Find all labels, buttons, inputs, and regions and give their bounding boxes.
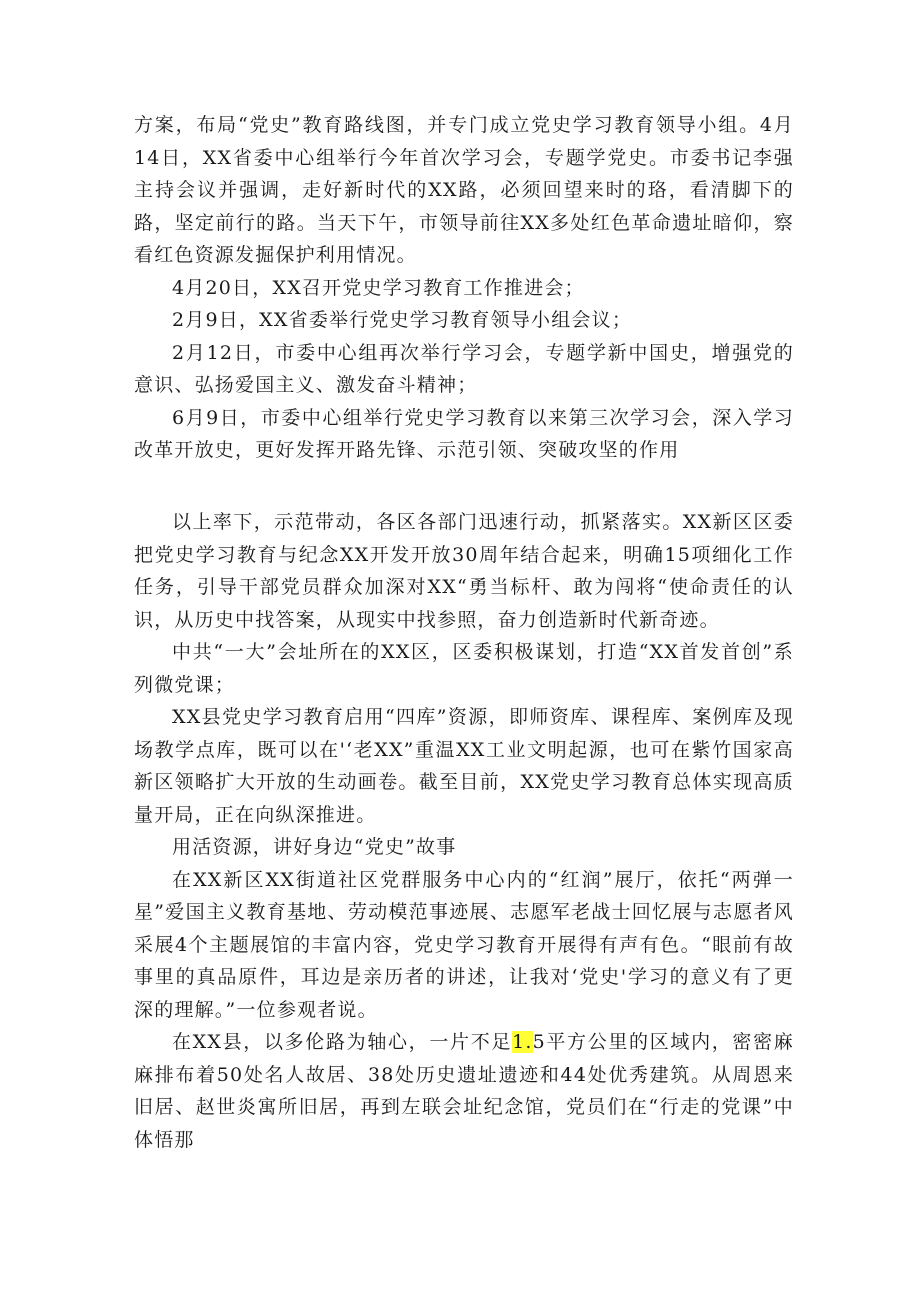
highlighted-text: 1. [512,1031,533,1053]
text-section-1 [134,109,794,467]
paragraph-last [134,1026,794,1156]
text-span: 5平方公里的区域内，密密麻麻排布着50处名人故居、38处历史遗址遗迹和44处优秀建筑。从周恩来旧居、赵世炎寓所旧居，再到左联会址纪念馆，党员们在“行走的党课”中体悟那 [134,1031,794,1151]
section-heading: 用活资源，讲好身边“党史”故事 [172,836,457,858]
paragraph: 6月9日，市委中心组举行党史学习教育以来第三次学习会，深入学习改革开放史，更好发挥开路先锋、示范引领、突破攻坚的作用 [134,406,794,461]
paragraph: 4月20日，XX召开党史学习教育工作推进会； [172,276,585,299]
paragraph: XX县党史学习教育启用“四库”资源，即师资库、课程库、案例库及现场教学点库，既可以在'‘老XX”重温XX工业文明起源，也可在紫竹国家高新区领略扩大开放的生动画卷。截至目前，XX党史学习教育总体实现高质量开局，正在向纵深推进。 [134,706,794,826]
paragraph: 在XX新区XX街道社区党群服务中心内的“红润”展厅，依托“两弹一星”爱国主义教育基地、劳动模范事迹展、志愿军老战士回忆展与志愿者风采展4个主题展馆的丰富内容，党史学习教育开展得有声有色。“眼前有故事里的真品原件，耳边是亲历者的讲述，让我对‘党史'学习的意义有了更深的理解。”一位参观者说。 [134,868,794,1021]
paragraph: 中共“一大”会址所在的XX区，区委积极谋划，打造“XX首发首创”系列微党课； [134,641,794,696]
text-section-2 [134,506,794,1156]
paragraph: 以上率下，示范带动，各区各部门迅速行动，抓紧落实。XX新区区委把党史学习教育与纪念XX开发开放30周年结合起来，明确15项细化工作任务，引导干部党员群众加深对XX“勇当标杆、敢为闯将“使命责任的认识，从历史中找答案，从现实中找参照，奋力创造新时代新奇迹。 [134,511,794,631]
paragraph: 2月12日，市委中心组再次举行学习会，专题学新中国史，增强党的意识、弘扬爱国主义、激发奋斗精神； [134,341,794,396]
paragraph: 2月9日，XX省委举行党史学习教育领导小组会议； [172,309,633,331]
text-span: 在XX县，以多伦路为轴心，一片不足 [172,1031,513,1053]
paragraph: 方案，布局“党史”教育路线图，并专门成立党史学习教育领导小组。4月14日，XX省委中心组举行今年首次学习会，专题学党史。市委书记李强主持会议并强调，走好新时代的XX路，必须回望来时的珞，看清脚下的路，坚定前行的路。当天下午，市领导前往XX多处红色革命遗址暗仰，察看红色资源发掘保护利用情况。 [134,114,794,266]
